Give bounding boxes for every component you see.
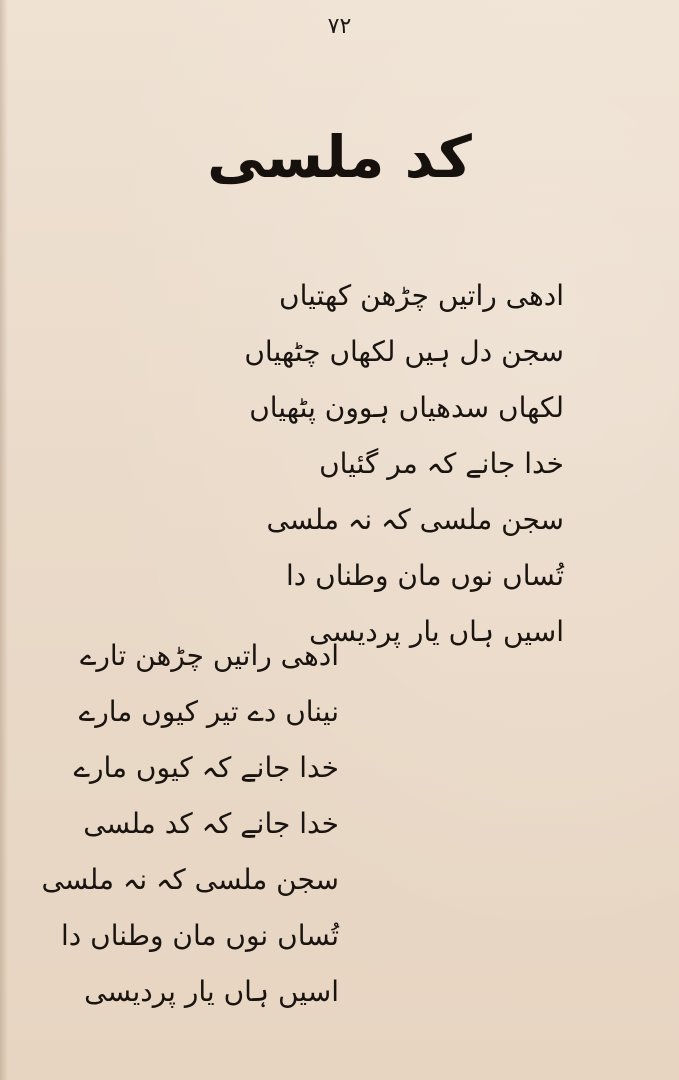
verse-line: سجن ملسی کہ نہ ملسی (266, 503, 564, 536)
verse-line: ادھی راتیں چڑھن تارے (80, 639, 339, 672)
verse-line: خدا جانے کہ مر گئیاں (319, 447, 564, 480)
verse-line: خدا جانے کہ کیوں مارے (73, 751, 339, 784)
verse-line: ادھی راتیں چڑھن کھتیاں (279, 279, 564, 312)
stanza-1 (244, 268, 564, 660)
verse-line: لکھاں سدھیاں ہوون پٹھیاں (249, 391, 564, 424)
verse-line: سجن ملسی کہ نہ ملسی (41, 863, 339, 896)
page-number: ۷۲ (327, 14, 352, 39)
verse-line: تُساں نوں مان وطناں دا (286, 559, 564, 592)
poem-title: کد ملسی (207, 123, 472, 191)
verse-line: اسیں ہاں یار پردیسی (309, 615, 564, 648)
verse-line: نیناں دے تیر کیوں مارے (78, 695, 339, 728)
verse-line: تُساں نوں مان وطناں دا (61, 919, 339, 952)
verse-line: سجن دل ہیں لکھاں چٹھیاں (244, 335, 564, 368)
verse-line: خدا جانے کہ کد ملسی (83, 807, 339, 840)
stanza-2 (41, 628, 339, 1020)
verse-line: اسیں ہاں یار پردیسی (84, 975, 339, 1008)
